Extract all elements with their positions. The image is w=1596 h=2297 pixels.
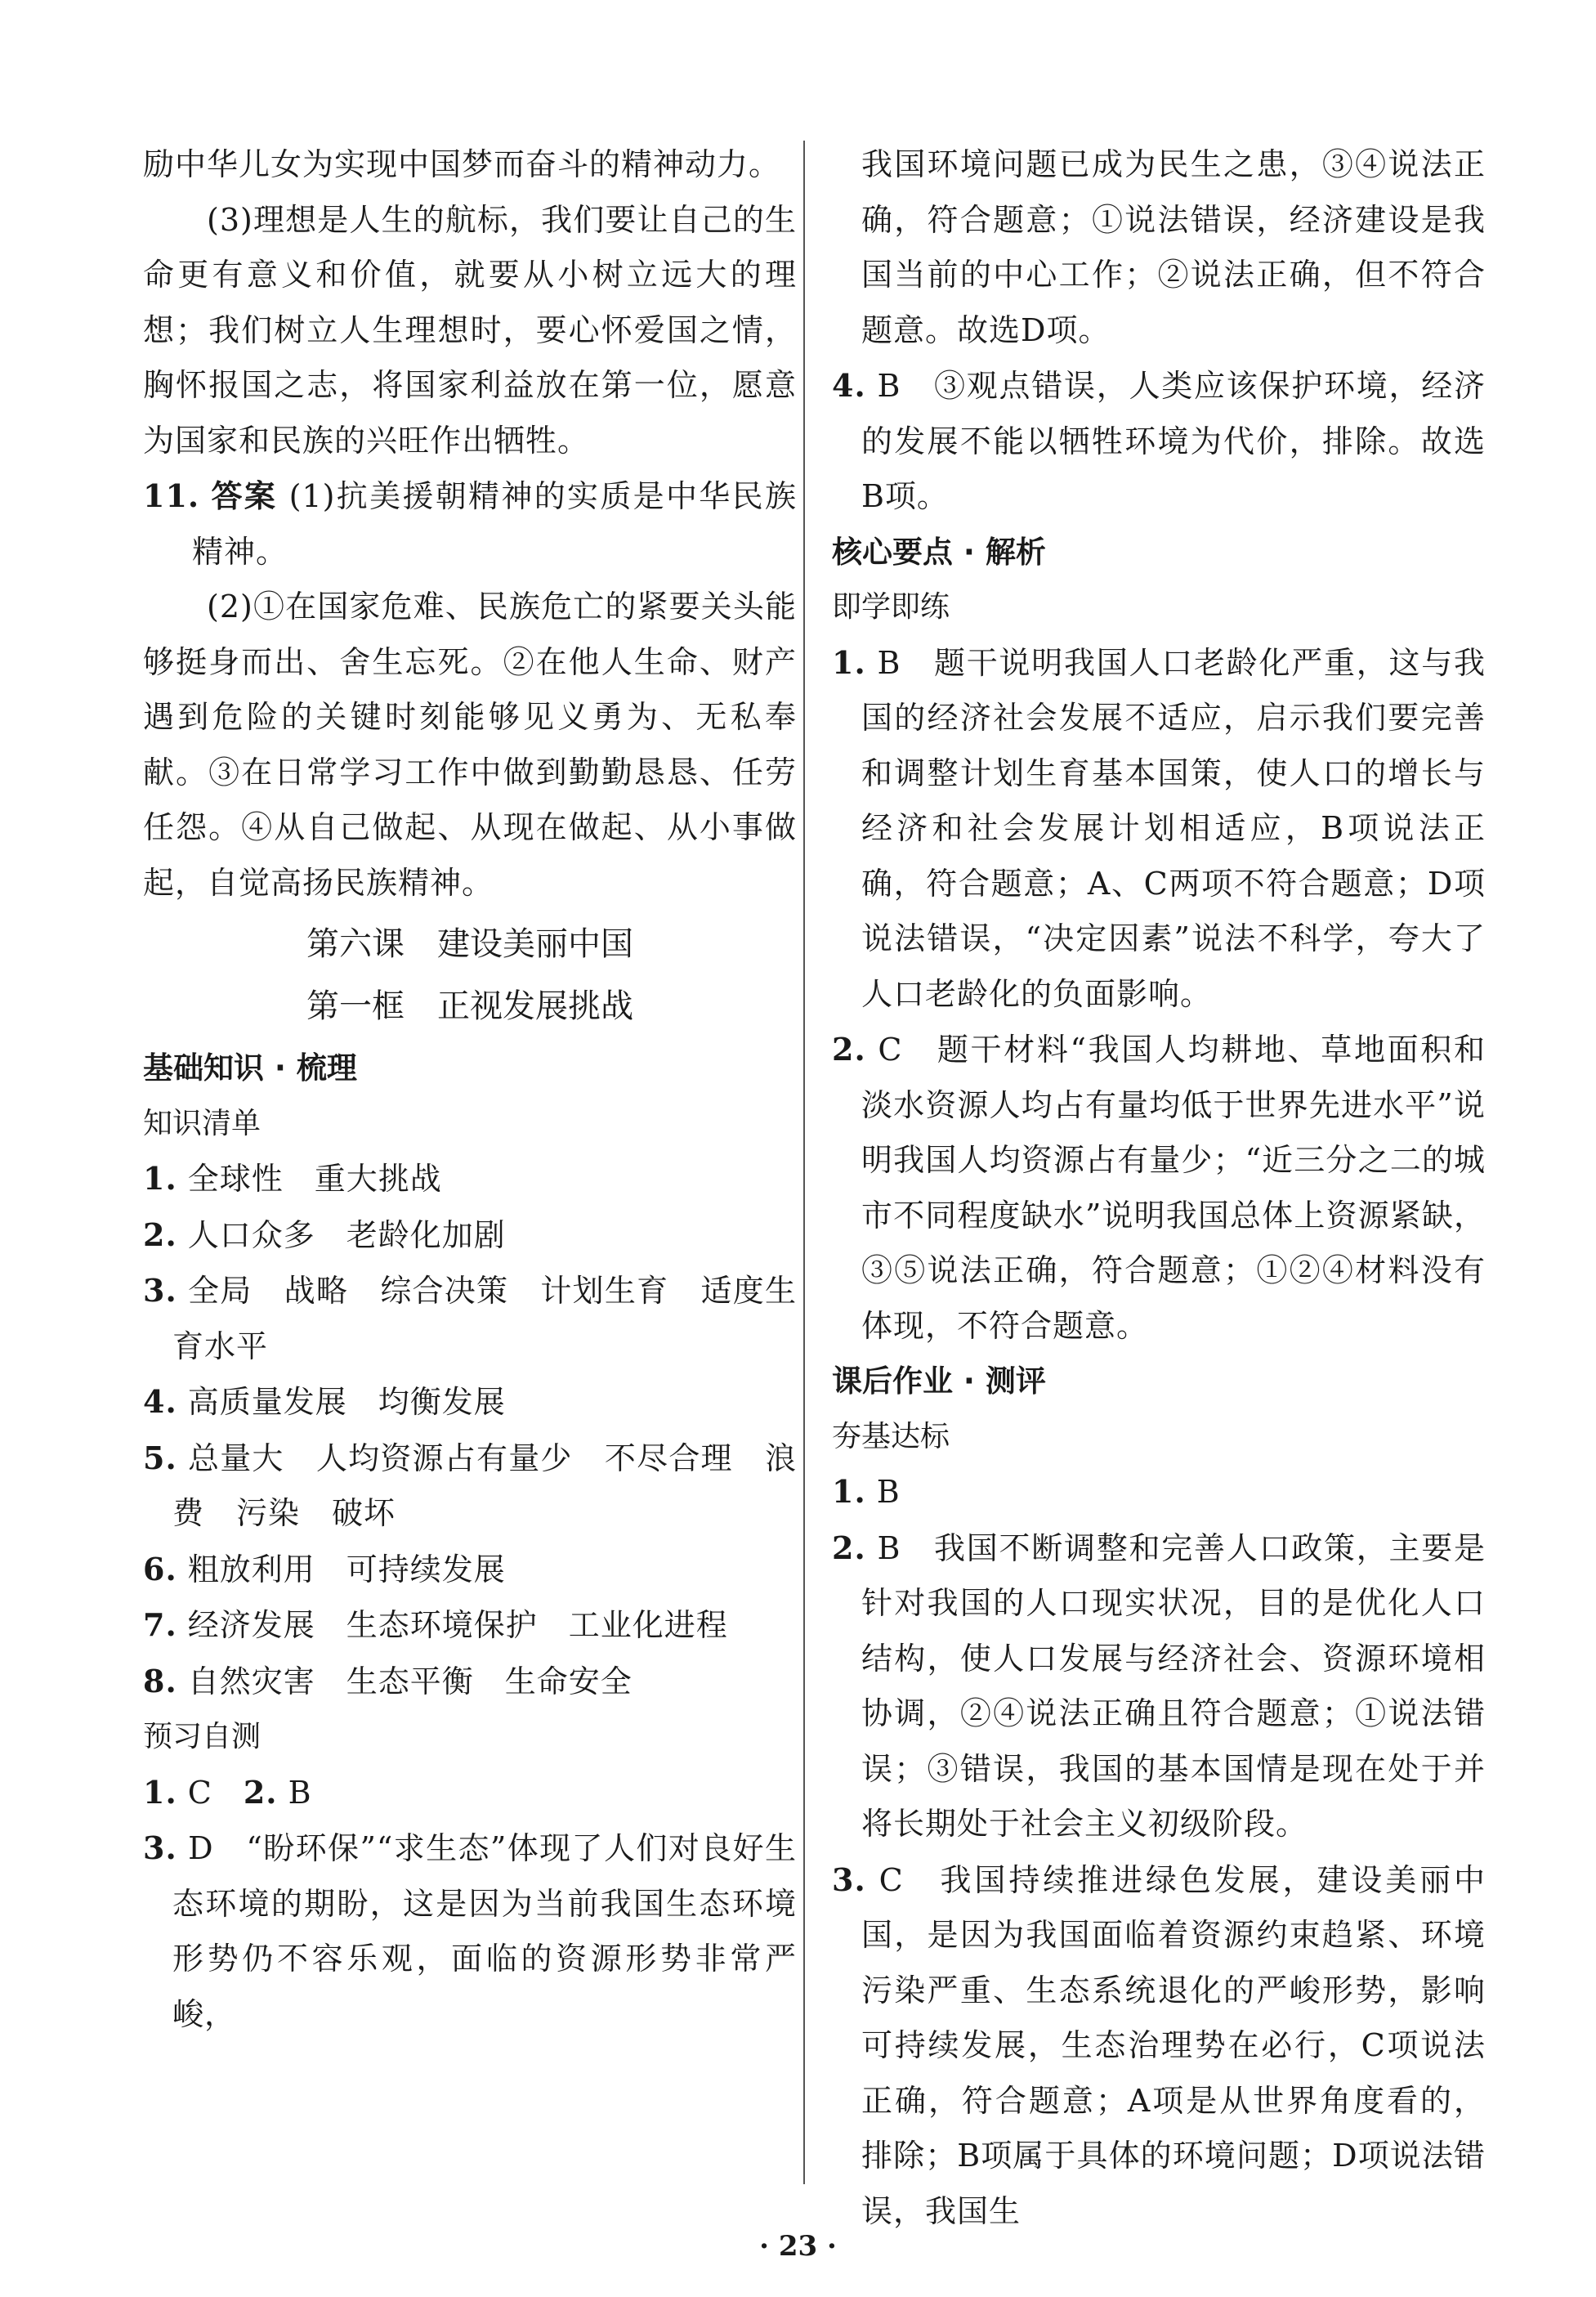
answer-4: 4. B ③观点错误，人类应该保护环境，经济的发展不能以牺牲环境为代价，排除。故选B项。 [832, 367, 1486, 514]
section-basic-knowledge: 基础知识 · 梳理 [143, 1050, 357, 1086]
subsection-knowledge-list: 知识清单 [143, 1106, 262, 1140]
q11-label: 答案 [211, 478, 278, 514]
page-number: · 23 · [759, 2230, 837, 2263]
homework-answer-3: 3. C 我国持续推进绿色发展，建设美丽中国，是因为我国面临着资源约束趋紧、环境污染严重、生态系统退化的严峻形势，影响可持续发展，生态治理势在必行，C项说法正确，符合题意；A项是从世界角度看的，排除；B项属于具体的环境问题；D项说法错误，我国生 [832, 1860, 1486, 2229]
left-para-1: 励中华儿女为实现中国梦而奋斗的精神动力。 [143, 146, 781, 182]
preview-answers-1-2: 1. C 2. B [143, 1773, 312, 1811]
lesson-title: 第六课 建设美丽中国 [306, 925, 633, 963]
practice-answer-1: 1. B 题干说明我国人口老龄化严重，这与我国的经济社会发展不适应，启示我们要完善和调整计划生育基本国策，使人口的增长与经济和社会发展计划相适应，B项说法正确，符合题意；A、C两项不符合题意；D项说法错误，“决定因素”说法不科学，夸大了人口老龄化的负面影响。 [832, 643, 1486, 1012]
knowledge-item-4: 4. 高质量发展 均衡发展 [143, 1383, 506, 1420]
subsection-preview-test: 预习自测 [143, 1720, 262, 1753]
q11-number: 11. [143, 477, 200, 514]
subsection-practice: 即学即练 [832, 590, 950, 624]
preview-answer-3: 3. D “盼环保”“求生态”体现了人们对良好生态环境的期盼，这是因为当前我国生态环境形势仍不容乐观，面临的资源形势非常严峻， [143, 1829, 797, 2032]
column-divider [803, 141, 805, 2184]
subsection-foundation: 夯基达标 [832, 1419, 950, 1453]
section-homework: 课后作业 · 测评 [832, 1363, 1046, 1399]
answer-11 [143, 468, 797, 580]
homework-answer-1: 1. B [832, 1473, 901, 1510]
frame-title: 第一框 正视发展挑战 [306, 987, 633, 1025]
knowledge-item-7: 7. 经济发展 生态环境保护 工业化进程 [143, 1606, 728, 1643]
q11-part-2: (2)①在国家危难、民族危亡的紧要关头能够挺身而出、舍生忘死。②在他人生命、财产遇到危险的关键时刻能够见义勇为、无私奉献。③在日常学习工作中做到勤勤恳恳、任劳任怨。④从自己做起、从现在做起、从小事做起，自觉高扬民族精神。 [143, 589, 797, 901]
knowledge-item-2: 2. 人口众多 老龄化加剧 [143, 1216, 506, 1253]
knowledge-item-5: 5. 总量大 人均资源占有量少 不尽合理 浪费 污染 破坏 [143, 1439, 797, 1531]
right-para-continued: 我国环境问题已成为民生之患，③④说法正确，符合题意；①说法错误，经济建设是我国当前的中心工作；②说法正确，但不符合题意。故选D项。 [861, 146, 1486, 348]
practice-answer-2: 2. C 题干材料“我国人均耕地、草地面积和淡水资源人均占有量均低于世界先进水平”说明我国人均资源占有量少；“近三分之二的城市不同程度缺水”说明我国总体上资源紧缺，③⑤说法正确，符合题意；①②④材料没有体现，不符合题意。 [832, 1031, 1486, 1344]
left-column [143, 137, 797, 2042]
left-para-2: (3)理想是人生的航标，我们要让自己的生命更有意义和价值，就要从小树立远大的理想；我们树立人生理想时，要心怀爱国之情，胸怀报国之志，将国家利益放在第一位，愿意为国家和民族的兴旺作出牺牲。 [143, 201, 797, 459]
homework-answer-2: 2. B 我国不断调整和完善人口政策，主要是针对我国的人口现实状况，目的是优化人口结构，使人口发展与经济社会、资源环境相协调，②④说法正确且符合题意；①说法错误；③错误，我国的基本国情是现在处于并将长期处于社会主义初级阶段。 [832, 1529, 1486, 1842]
knowledge-item-8: 8. 自然灾害 生态平衡 生命安全 [143, 1662, 633, 1699]
q11-part-1: (1)抗美援朝精神的实质是中华民族精神。 [192, 478, 797, 570]
knowledge-item-1: 1. 全球性 重大挑战 [143, 1160, 442, 1197]
knowledge-item-3: 3. 全局 战略 综合决策 计划生育 适度生育水平 [143, 1272, 797, 1364]
section-core-points: 核心要点 · 解析 [832, 534, 1046, 570]
right-column [832, 137, 1486, 2239]
knowledge-item-6: 6. 粗放利用 可持续发展 [143, 1550, 506, 1587]
